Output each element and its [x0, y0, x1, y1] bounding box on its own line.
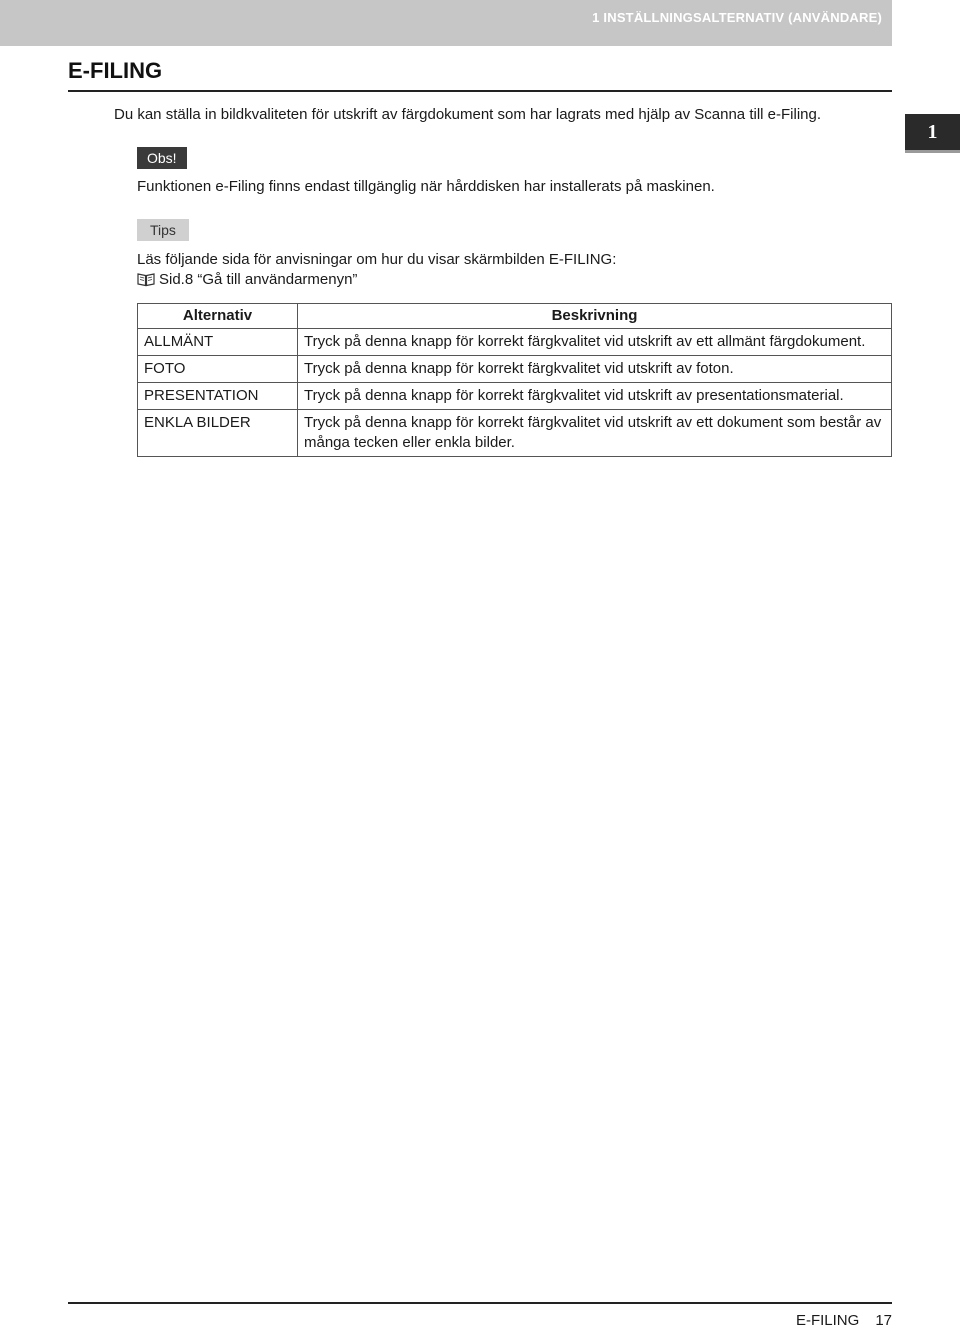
table-row [138, 329, 892, 356]
tips-reference-link[interactable]: Sid.8 “Gå till användarmenyn” [159, 271, 358, 288]
tips-reference[interactable] [137, 270, 616, 293]
title-divider [68, 90, 892, 92]
table-row [138, 410, 892, 457]
table-header-row [138, 304, 892, 329]
option-cell: FOTO [138, 356, 298, 383]
intro-text: Du kan ställa in bildkvaliteten för utskrift av färgdokument som har lagrats med hjälp av Scanna till e-Filing. [114, 106, 821, 123]
table-row [138, 356, 892, 383]
tips-text [137, 250, 616, 293]
page-footer [796, 1312, 892, 1329]
page-title: E-FILING [68, 58, 163, 83]
tips-line: Läs följande sida för anvisningar om hur du visar skärmbilden E-FILING: [137, 251, 617, 268]
tips-label: Tips [137, 219, 189, 241]
option-cell: PRESENTATION [138, 383, 298, 410]
option-cell: ENKLA BILDER [138, 410, 298, 457]
description-cell: Tryck på denna knapp för korrekt färgkvalitet vid utskrift av foton. [298, 356, 892, 383]
options-table [137, 303, 892, 457]
footer-section: E-FILING [795, 1312, 860, 1329]
description-cell: Tryck på denna knapp för korrekt färgkvalitet vid utskrift av ett allmänt färgdokument. [298, 329, 892, 356]
book-icon [137, 272, 155, 293]
column-header-description: Beskrivning [298, 304, 892, 329]
chapter-heading: 1 INSTÄLLNINGSALTERNATIV (ANVÄNDARE) [592, 10, 882, 25]
table-row [138, 383, 892, 410]
note-text: Funktionen e-Filing finns endast tillgänglig när hårddisken har installerats på maskinen. [137, 178, 715, 195]
footer-divider [68, 1302, 892, 1304]
page-number: 17 [875, 1312, 892, 1329]
note-label: Obs! [137, 147, 187, 169]
page-header [0, 0, 892, 46]
column-header-option: Alternativ [138, 304, 298, 329]
description-cell: Tryck på denna knapp för korrekt färgkvalitet vid utskrift av ett dokument som består av många tecken eller enkla bilder. [298, 410, 892, 457]
chapter-tab: 1 [905, 114, 960, 153]
option-cell: ALLMÄNT [138, 329, 298, 356]
description-cell: Tryck på denna knapp för korrekt färgkvalitet vid utskrift av presentationsmaterial. [298, 383, 892, 410]
